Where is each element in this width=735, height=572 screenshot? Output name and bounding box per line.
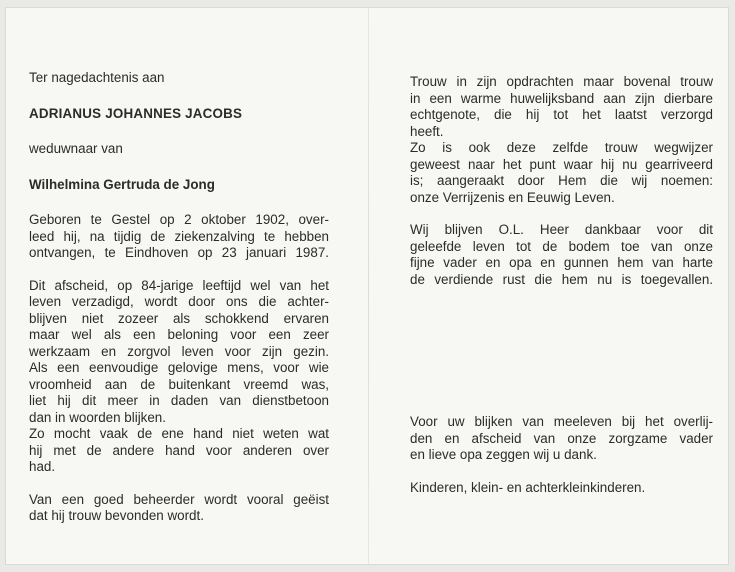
paragraph-line: de verdiende rust die hem nu is toegevallen. xyxy=(410,271,713,287)
paragraph-line: leed hij, na tijdig de ziekenzalving te hebben xyxy=(29,228,329,244)
paragraph-line: had. xyxy=(29,459,56,474)
paragraph-line: hij met de andere hand voor anderen over xyxy=(29,442,329,458)
deceased-name: ADRIANUS JOHANNES JACOBS xyxy=(29,105,243,121)
paragraph-line: Dit afscheid, op 84-jarige leeftijd wel van het xyxy=(29,277,329,293)
spouse-name: Wilhelmina Gertruda de Jong xyxy=(29,176,215,192)
paragraph-line: is; aangeraakt door Hem die wij noemen: xyxy=(410,173,713,188)
paragraph-line: onze Verrijzenis en Eeuwig Leven. xyxy=(410,189,615,205)
paragraph-line: leven verzadigd, wordt door ons die achter- xyxy=(29,294,329,309)
paragraph-line: fijne vader en opa en gunnen hem van harte xyxy=(410,255,713,270)
loyalty-paragraph xyxy=(410,74,713,206)
paragraph-line: in een warme huwelijksband aan zijn dierbare xyxy=(410,90,713,106)
paragraph-line: geleefde leven tot de bodem toe van onze xyxy=(410,238,713,254)
paragraph-line: vroomheid aan de buitenkant vreemd was, xyxy=(29,376,329,392)
paragraph-line: Geboren te Gestel op 2 oktober 1902, over- xyxy=(29,212,329,227)
thanks-paragraph xyxy=(410,414,713,464)
paragraph-line: en lieve opa zeggen wij u dank. xyxy=(410,447,597,462)
paragraph-line: dat hij trouw bevonden wordt. xyxy=(29,508,204,523)
intro-text: Ter nagedachtenis aan xyxy=(29,70,165,85)
paragraph-line: Als een eenvoudige gelovige mens, voor wie xyxy=(29,360,329,375)
memorial-card xyxy=(6,8,728,564)
paragraph-line: geweest naar het punt waar hij nu gearriveerd xyxy=(410,156,713,172)
paragraph-line: Van een goed beheerder wordt vooral geëist xyxy=(29,491,329,507)
card-fold xyxy=(368,8,369,564)
paragraph-line: ontvangen, te Eindhoven op 23 januari 1987. xyxy=(29,245,329,260)
paragraph-line: maar wel als een beloning voor een zeer xyxy=(29,327,329,342)
paragraph-line: Zo mocht vaak de ene hand niet weten wat xyxy=(29,426,329,441)
paragraph-line: werkzaam en zorgvol leven voor zijn gezin. xyxy=(29,343,329,359)
paragraph-line: den en afscheid van onze zorgzame vader xyxy=(410,430,713,446)
paragraph-line: heeft. xyxy=(410,123,444,139)
paragraph-line: echtgenote, die hij tot het laatst verzorgd xyxy=(410,107,713,122)
left-page xyxy=(29,70,329,525)
paragraph-line: liet hij dit meer in daden van dienstbetoon xyxy=(29,393,329,408)
paragraph-line: Trouw in zijn opdrachten maar bovenal trouw xyxy=(410,74,713,89)
paragraph-line: Voor uw blijken van meeleven bij het overlij- xyxy=(410,414,713,429)
farewell-paragraph xyxy=(29,278,329,476)
gratitude-paragraph xyxy=(410,222,713,288)
paragraph-line: Wij blijven O.L. Heer dankbaar voor dit xyxy=(410,222,713,237)
family-signature: Kinderen, klein- en achterkleinkinderen. xyxy=(410,479,646,495)
paragraph-line: blijven niet zozeer als schokkend ervaren xyxy=(29,310,329,326)
paragraph-line: Zo is ook deze zelfde trouw wegwijzer xyxy=(410,140,713,155)
paragraph-line: dan in woorden blijken. xyxy=(29,409,166,425)
widower-label: weduwnaar van xyxy=(29,141,123,156)
birth-paragraph xyxy=(29,212,329,262)
steward-paragraph xyxy=(29,492,329,525)
right-page xyxy=(410,74,713,496)
